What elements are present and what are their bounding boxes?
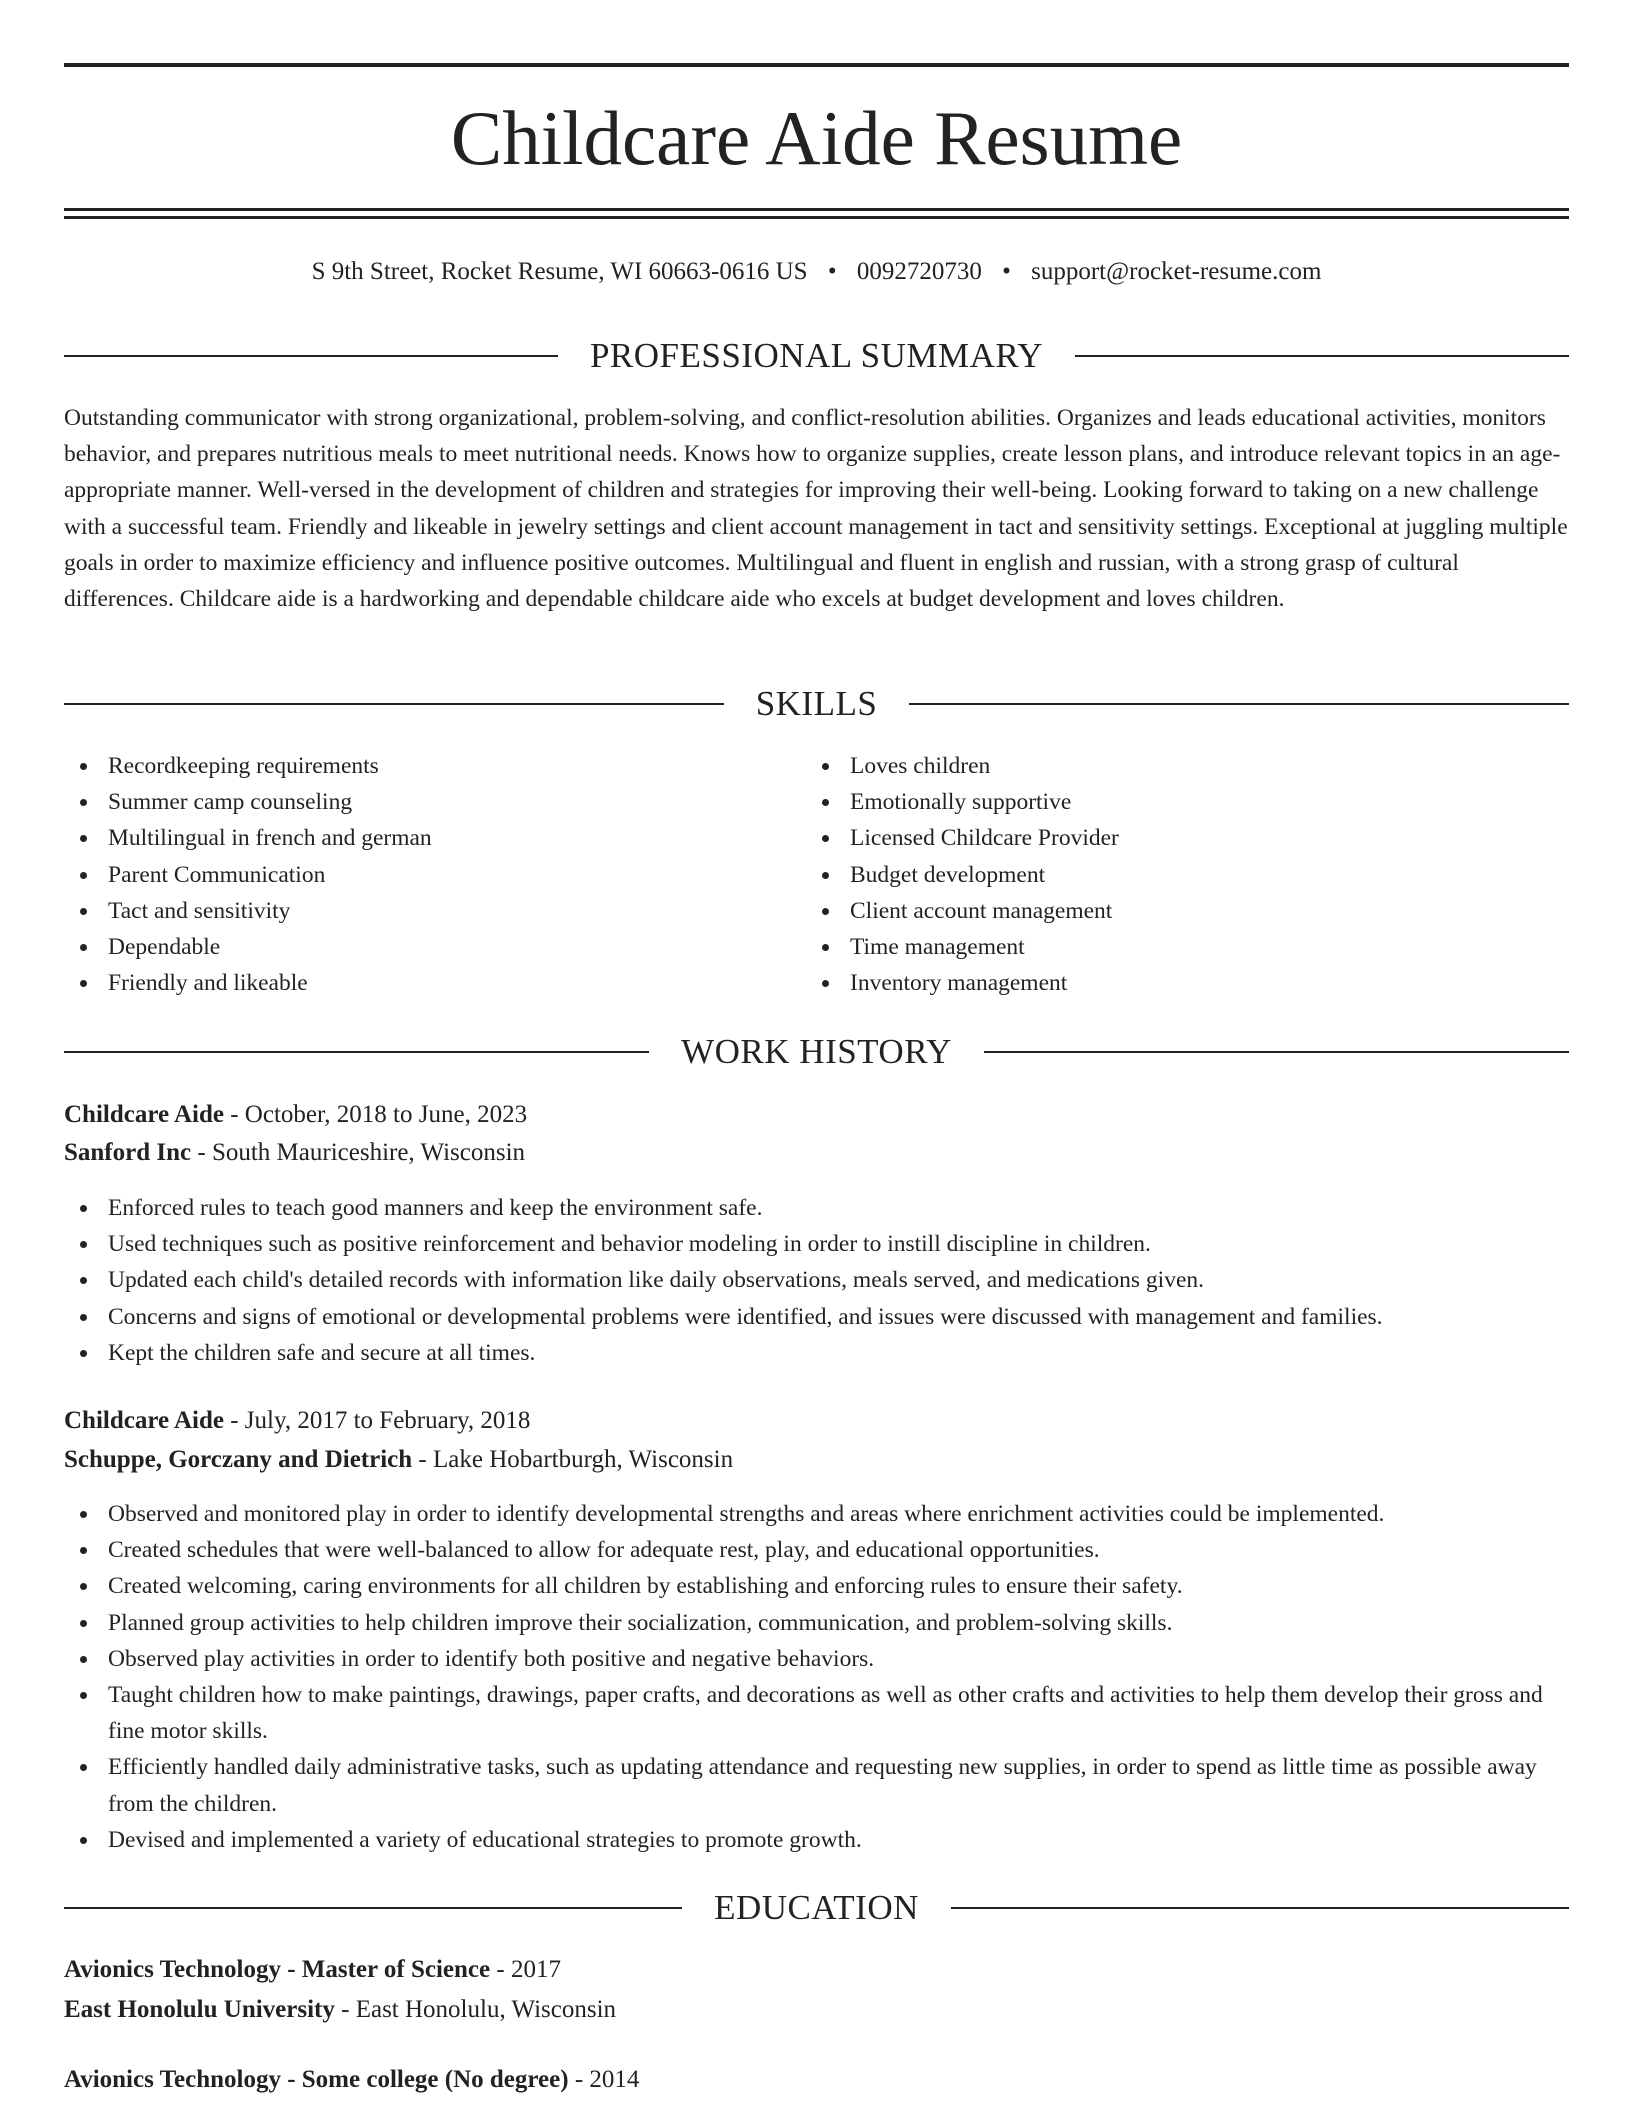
heading-rule-left — [64, 355, 558, 357]
heading-rule-left — [64, 703, 724, 705]
heading-rule-left — [64, 1051, 649, 1053]
skill-item: Recordkeeping requirements — [64, 748, 764, 784]
job-duty: Taught children how to make paintings, drawings, paper crafts, and decorations as well as other crafts and activities to help them develop their gross and fine motor skills. — [64, 1677, 1569, 1749]
education-year: - 2017 — [490, 1956, 561, 1983]
contact-separator: • — [827, 258, 837, 285]
section-title: WORK HISTORY — [681, 1032, 952, 1071]
job-duty: Created welcoming, caring environments for all children by establishing and enforcing rules to ensure their safety. — [64, 1568, 1569, 1604]
resume-title: Childcare Aide Resume — [450, 95, 1183, 181]
skill-item: Summer camp counseling — [64, 784, 764, 820]
contact-separator: • — [1002, 258, 1011, 285]
job-company: Sanford Inc — [64, 1139, 192, 1166]
job-duty: Created schedules that were well-balanced to allow for adequate rest, play, and educational opportunities. — [64, 1532, 1569, 1568]
skill-item: Multilingual in french and german — [64, 820, 764, 856]
skill-item: Inventory management — [806, 965, 1506, 1001]
section-title: PROFESSIONAL SUMMARY — [589, 336, 1044, 375]
education-location: - East Honolulu, Wisconsin — [334, 1996, 617, 2023]
skill-item: Emotionally supportive — [806, 784, 1506, 820]
skills-list-right — [806, 748, 1506, 1001]
job-duty: Used techniques such as positive reinforcement and behavior modeling in order to instill discipline in children. — [64, 1226, 1569, 1262]
education-year: - 2014 — [568, 2066, 640, 2093]
heading-rule-left — [64, 1907, 682, 1909]
title-double-rule-lower — [64, 216, 1569, 219]
contact-address: S 9th Street, Rocket Resume, WI 60663-0616 US — [311, 258, 808, 285]
job-duty: Planned group activities to help children improve their socialization, communication, and problem-solving skills. — [64, 1605, 1569, 1641]
job-duty: Concerns and signs of emotional or developmental problems were identified, and issues were discussed with management and families. — [64, 1299, 1569, 1335]
education-degree: Avionics Technology - Some college (No degree) — [64, 2066, 569, 2093]
skill-item: Client account management — [806, 893, 1506, 929]
skill-item: Parent Communication — [64, 857, 764, 893]
contact-phone: 0092720730 — [856, 258, 982, 285]
education-degree-line — [64, 1953, 1569, 1987]
job-dates: - July, 2017 to February, 2018 — [223, 1407, 531, 1434]
job-company-line — [64, 1443, 1569, 1477]
job-duty: Kept the children safe and secure at all times. — [64, 1335, 1569, 1371]
job-title-line — [64, 1098, 1569, 1132]
job-duty: Observed and monitored play in order to identify developmental strengths and areas where enrichment activities could be implemented. — [64, 1496, 1569, 1532]
section-heading-education — [64, 1886, 1569, 1930]
job-duties-list — [64, 1190, 1569, 1371]
job-duties-list — [64, 1496, 1569, 1858]
skills-list-left — [64, 748, 764, 1001]
job-company-line — [64, 1136, 1569, 1170]
job-duty: Efficiently handled daily administrative tasks, such as updating attendance and requesting new supplies, in order to spend as little time as possible away from the children. — [64, 1749, 1569, 1821]
job-location: - Lake Hobartburgh, Wisconsin — [412, 1446, 734, 1473]
heading-rule-right — [909, 703, 1569, 705]
section-heading-work — [64, 1030, 1569, 1074]
skill-item: Friendly and likeable — [64, 965, 764, 1001]
summary-text: Outstanding communicator with strong organizational, problem-solving, and conflict-resolution abilities. Organizes and leads educational activities, monitors behavior, and prepares nutritious meals to meet nutritional needs. Knows how to organize supplies, create lesson plans, and introduce relevant topics in an age-appropriate manner. Well-versed in the development of children and strategies for improving their well-being. Looking forward to taking on a new challenge with a successful team. Friendly and likeable in jewelry settings and client account management in tact and sensitivity settings. Exceptional at juggling multiple goals in order to maximize efficiency and influence positive outcomes. Multilingual and fluent in english and russian, with a strong grasp of cultural differences. Childcare aide is a hardworking and dependable childcare aide who excels at budget development and loves children. — [64, 405, 1568, 613]
job-dates: - October, 2018 to June, 2023 — [223, 1101, 528, 1128]
heading-rule-right — [1075, 355, 1569, 357]
education-school-line — [64, 1993, 1569, 2027]
section-title: EDUCATION — [714, 1888, 919, 1927]
skill-item: Budget development — [806, 857, 1506, 893]
contact-line — [64, 255, 1569, 289]
top-rule — [64, 63, 1569, 67]
job-location: - South Mauriceshire, Wisconsin — [191, 1139, 526, 1166]
job-title: Childcare Aide — [64, 1407, 224, 1434]
education-degree: Avionics Technology - Master of Science — [64, 1956, 491, 1983]
title-double-rule-upper — [64, 208, 1569, 211]
heading-rule-right — [984, 1051, 1569, 1053]
education-school: East Honolulu University — [64, 1996, 335, 2023]
education-degree-line — [64, 2063, 1569, 2097]
job-duty: Updated each child's detailed records with information like daily observations, meals served, and medications given. — [64, 1262, 1569, 1298]
skill-item: Time management — [806, 929, 1506, 965]
section-title: SKILLS — [755, 684, 878, 723]
job-duty: Enforced rules to teach good manners and keep the environment safe. — [64, 1190, 1569, 1226]
skill-item: Tact and sensitivity — [64, 893, 764, 929]
contact-email[interactable]: support@rocket-resume.com — [1031, 258, 1322, 285]
job-duty: Observed play activities in order to identify both positive and negative behaviors. — [64, 1641, 1569, 1677]
skill-item: Loves children — [806, 748, 1506, 784]
skill-item: Licensed Childcare Provider — [806, 820, 1506, 856]
job-duty: Devised and implemented a variety of educational strategies to promote growth. — [64, 1822, 1569, 1858]
job-title: Childcare Aide — [64, 1101, 224, 1128]
section-heading-summary — [64, 334, 1569, 378]
skill-item: Dependable — [64, 929, 764, 965]
job-title-line — [64, 1404, 1569, 1438]
heading-rule-right — [951, 1907, 1569, 1909]
job-company: Schuppe, Gorczany and Dietrich — [64, 1446, 413, 1473]
section-heading-skills — [64, 682, 1569, 726]
